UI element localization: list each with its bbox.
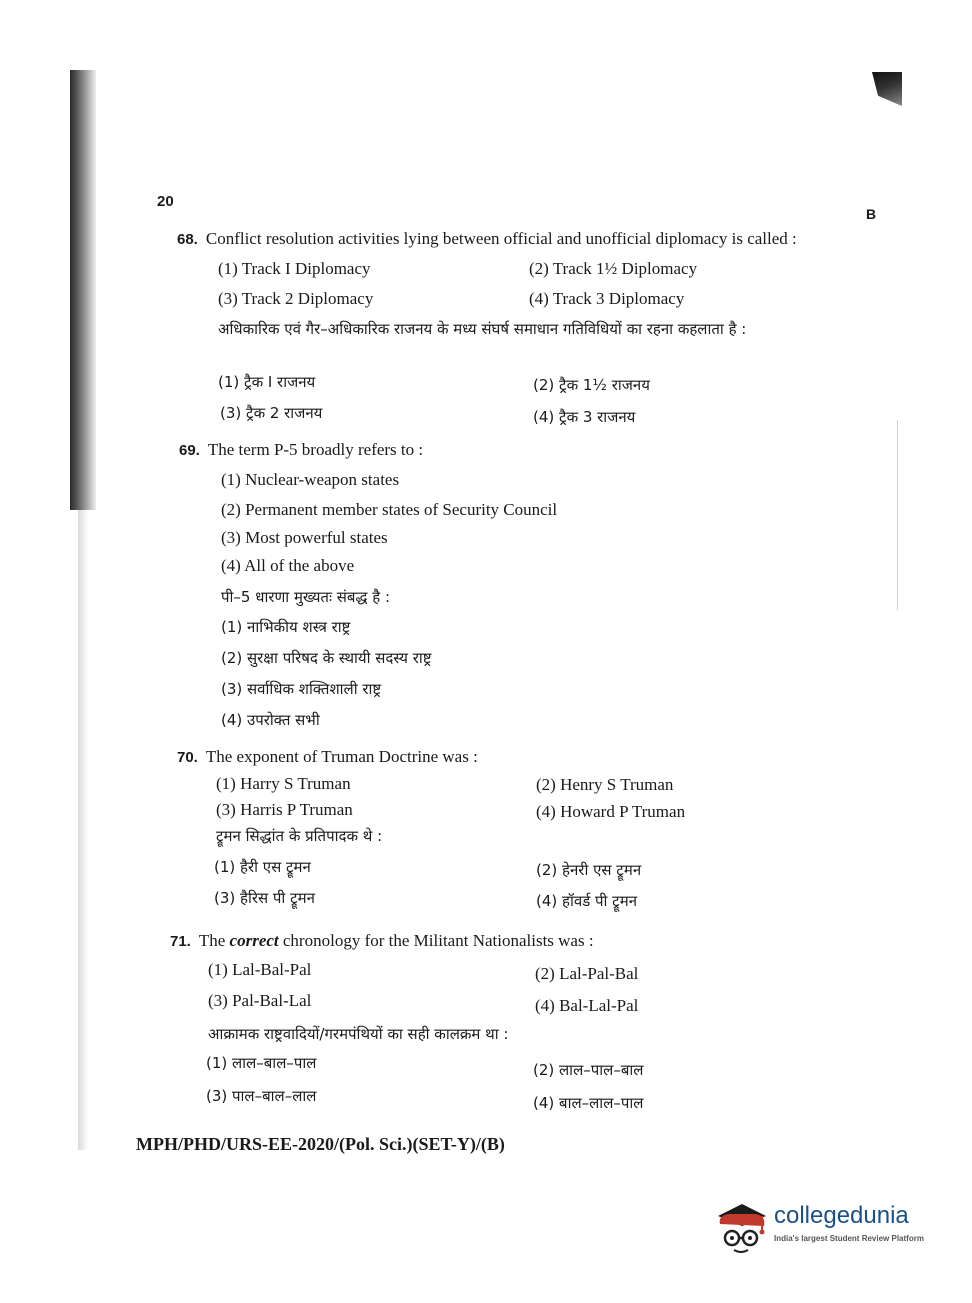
hindi-option: (3) पाल–बाल–लाल: [206, 1087, 317, 1105]
hindi-option: (4) हॉवर्ड पी ट्रूमन: [536, 892, 638, 910]
hindi-option: (3) ट्रैक 2 राजनय: [220, 404, 323, 422]
question-text-after: chronology for the Militant Nationalists was :: [278, 931, 594, 950]
hindi-option: (3) हैरिस पी ट्रूमन: [214, 889, 315, 907]
option: (4) Howard P Truman: [536, 802, 686, 821]
hindi-option: (1) नाभिकीय शस्त्र राष्ट्र: [221, 618, 351, 636]
scan-shadow-left: [70, 70, 96, 510]
logo-tagline: India's largest Student Review Platform: [774, 1234, 924, 1243]
hindi-option: (3) सर्वाधिक शक्तिशाली राष्ट्र: [221, 680, 382, 698]
question-number: 68.: [177, 231, 198, 248]
option: (3) Track 2 Diplomacy: [218, 289, 374, 308]
hindi-option: (2) ट्रैक 1½ राजनय: [533, 376, 650, 394]
question-hindi-text: पी–5 धारणा मुख्यतः संबद्ध है :: [221, 588, 390, 606]
option: (4) Bal-Lal-Pal: [535, 996, 639, 1015]
option: (2) Lal-Pal-Bal: [535, 964, 639, 983]
scan-line-right: [897, 420, 898, 610]
option: (3) Most powerful states: [221, 528, 388, 547]
option: (4) All of the above: [221, 556, 355, 575]
question-70: [177, 747, 478, 768]
option: (3) Pal-Bal-Lal: [208, 991, 312, 1010]
hindi-option: (1) लाल–बाल–पाल: [206, 1054, 317, 1072]
question-number: 71.: [170, 933, 191, 950]
question-text: The term P-5 broadly refers to :: [207, 440, 424, 459]
collegedunia-logo[interactable]: [712, 1196, 942, 1260]
question-hindi-text: ट्रूमन सिद्धांत के प्रतिपादक थे :: [216, 827, 383, 845]
mascot-icon: [712, 1196, 772, 1260]
scan-corner-mark: [872, 72, 902, 106]
question-number: 70.: [177, 749, 198, 766]
question-68: [177, 229, 797, 250]
question-hindi-text: अधिकारिक एवं गैर–अधिकारिक राजनय के मध्य संघर्ष समाधान गतिविधियों का रहना कहलाता है :: [218, 320, 747, 338]
question-69: [179, 440, 423, 461]
option: (4) Track 3 Diplomacy: [529, 289, 685, 308]
hindi-option: (4) ट्रैक 3 राजनय: [533, 408, 636, 426]
option: (1) Lal-Bal-Pal: [208, 960, 312, 979]
question-text: The exponent of Truman Doctrine was :: [205, 747, 478, 766]
question-number: 69.: [179, 442, 200, 459]
option: (2) Permanent member states of Security Council: [221, 500, 558, 519]
question-text-before: The: [198, 931, 230, 950]
question-hindi-text: आक्रामक राष्ट्रवादियों/गरमपंथियों का सही कालक्रम था :: [208, 1025, 509, 1043]
page-number: 20: [157, 193, 174, 210]
option: (3) Harris P Truman: [216, 800, 353, 819]
hindi-option: (2) सुरक्षा परिषद के स्थायी सदस्य राष्ट्र: [221, 649, 432, 667]
hindi-option: (2) लाल–पाल–बाल: [533, 1061, 644, 1079]
hindi-option: (2) हेनरी एस ट्रूमन: [536, 861, 642, 879]
question-71: [170, 931, 594, 952]
option: (1) Harry S Truman: [216, 774, 351, 793]
paper-code: MPH/PHD/URS-EE-2020/(Pol. Sci.)(SET-Y)/(B): [136, 1134, 505, 1154]
hindi-option: (1) ट्रैक I राजनय: [218, 373, 316, 391]
hindi-option: (4) बाल–लाल–पाल: [533, 1094, 644, 1112]
logo-wordmark: collegedunia: [774, 1202, 909, 1229]
scan-shadow-left-lower: [78, 510, 88, 1150]
question-text: Conflict resolution activities lying between official and unofficial diplomacy is called :: [205, 229, 797, 248]
option: (2) Henry S Truman: [536, 775, 674, 794]
question-text-emphasis: correct: [229, 931, 279, 950]
option: (2) Track 1½ Diplomacy: [529, 259, 698, 278]
hindi-option: (4) उपरोक्त सभी: [221, 711, 320, 729]
set-letter: B: [866, 206, 877, 222]
option: (1) Track I Diplomacy: [218, 259, 371, 278]
option: (1) Nuclear-weapon states: [221, 470, 400, 489]
hindi-option: (1) हैरी एस ट्रूमन: [214, 858, 311, 876]
